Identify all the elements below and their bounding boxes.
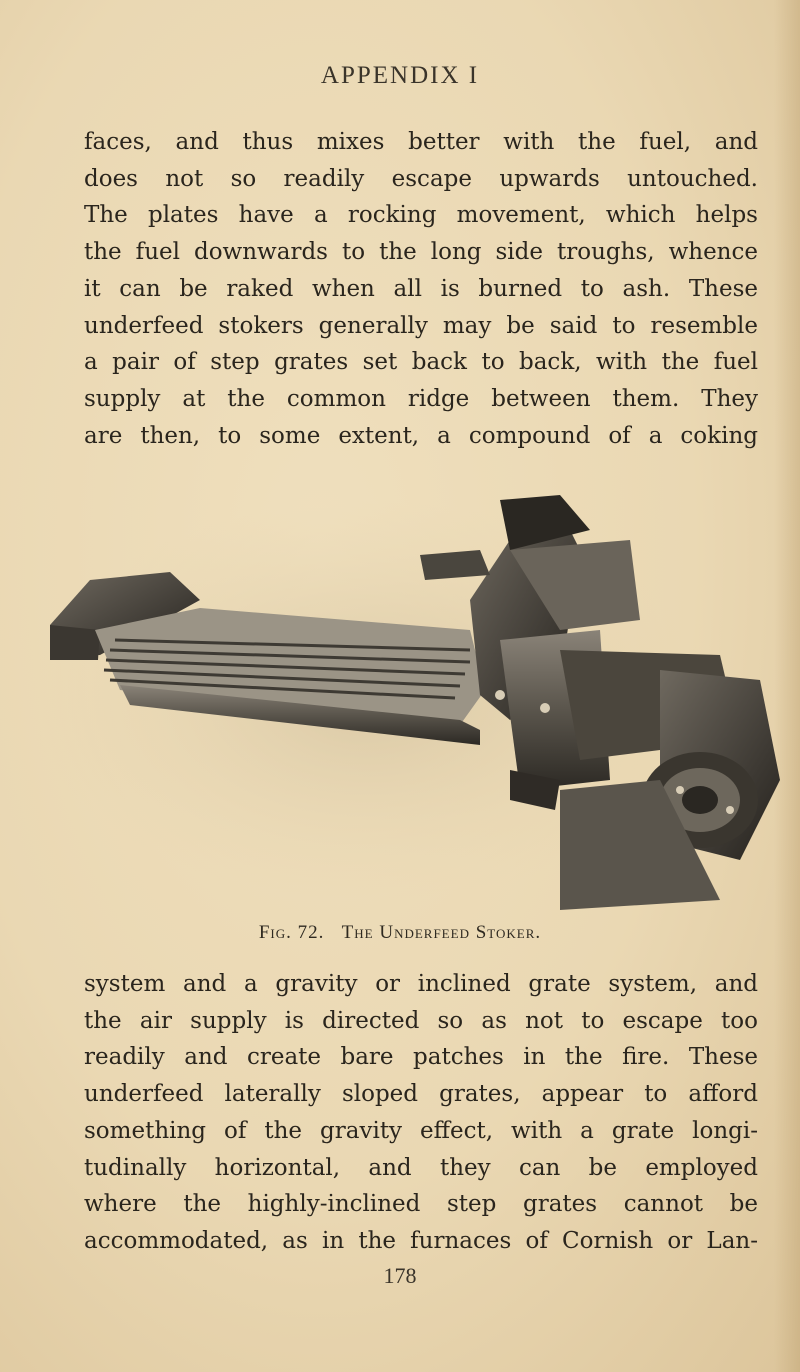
text-line: something of the gravity effect, with a grate longi- [84, 1117, 758, 1144]
paragraph-bottom [84, 966, 758, 1260]
text-line: accommodated, as in the furnaces of Cornish or Lan- [84, 1227, 758, 1254]
text-line: are then, to some extent, a compound of a coking [84, 422, 758, 449]
text-line: The plates have a rocking movement, which helps [84, 202, 758, 229]
text-line: does not so readily escape upwards untouched. [84, 165, 758, 192]
figure-title: The Underfeed Stoker. [341, 922, 542, 943]
figure-caption [0, 922, 800, 944]
text-line: a pair of step grates set back to back, with the fuel [84, 349, 758, 376]
text-line: underfeed laterally sloped grates, appear to afford [84, 1081, 758, 1108]
text-line: readily and create bare patches in the fire. These [84, 1044, 758, 1071]
running-header: APPENDIX I [320, 62, 480, 89]
text-line: faces, and thus mixes better with the fuel, and [84, 129, 758, 155]
text-line: where the highly-inclined step grates cannot be [84, 1191, 758, 1218]
text-line: the fuel downwards to the long side troughs, whence [84, 239, 758, 266]
text-line: tudinally horizontal, and they can be employed [84, 1154, 758, 1181]
text-line: system and a gravity or inclined grate system, and [84, 971, 758, 997]
text-line: it can be raked when all is burned to ash. These [84, 275, 758, 302]
text-line: supply at the common ridge between them. They [84, 385, 758, 412]
underfeed-stoker-illustration [40, 480, 800, 920]
page-number: 178 [383, 1263, 417, 1288]
text-line: underfeed stokers generally may be said to resemble [84, 312, 758, 339]
figure-label: Fig. 72. [258, 922, 325, 943]
text-line: the air supply is directed so as not to escape too [84, 1007, 758, 1034]
paragraph-top [84, 124, 758, 454]
